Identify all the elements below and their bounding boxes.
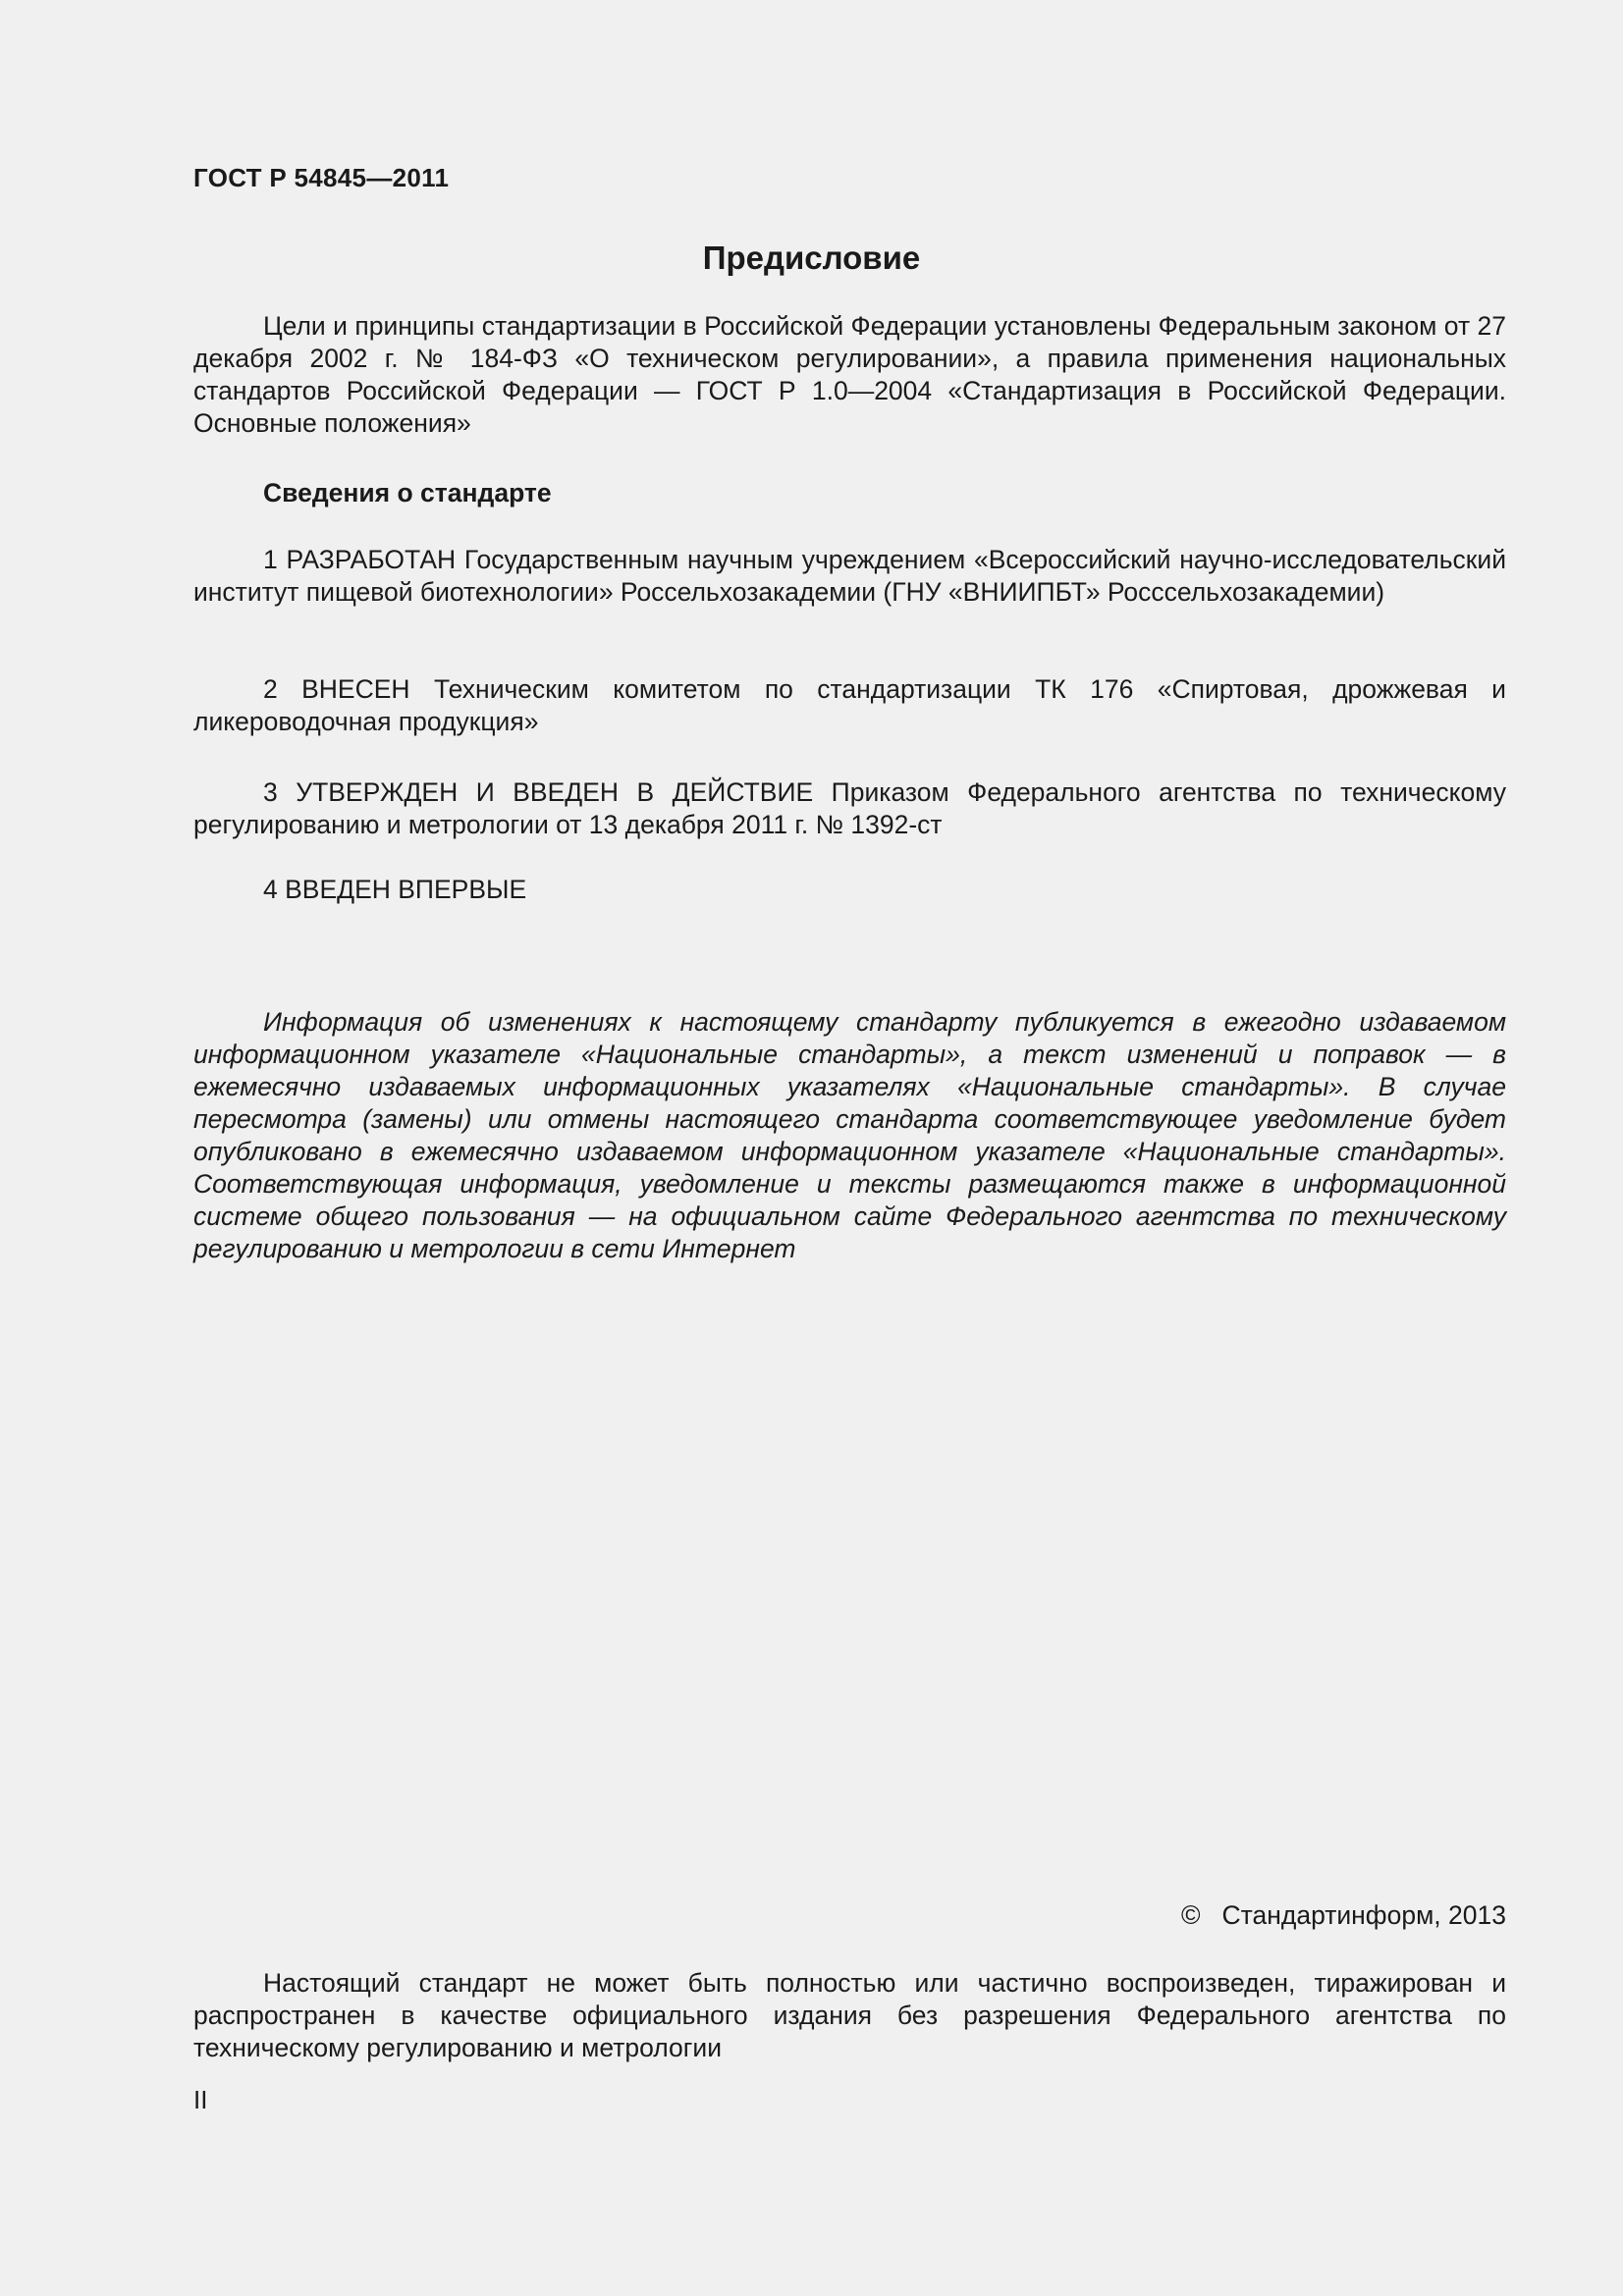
standard-info-item-1: 1 РАЗРАБОТАН Государственным научным учреждением «Всероссийский научно-исследовательский институт пищевой биотехнологии» Россельхозакадемии (ГНУ «ВНИИПБТ» Росссельхозакадемии) [193,545,1506,607]
copyright-line [1181,1900,1506,1931]
standard-info-item-3: 3 УТВЕРЖДЕН И ВВЕДЕН В ДЕЙСТВИЕ Приказом Федерального агентства по техническому регулированию и метрологии от 13 декабря 2011 г. № 1392-ст [193,777,1506,839]
standard-info-item-2: 2 ВНЕСЕН Техническим комитетом по стандартизации ТК 176 «Спиртовая, дрожжевая и ликероводочная продукция» [193,674,1506,736]
standard-info-item-4: 4 ВВЕДЕН ВПЕРВЫЕ [263,875,527,904]
document-code: ГОСТ Р 54845—2011 [193,163,450,192]
page-number: II [193,2085,208,2114]
changes-info-paragraph: Информация об изменениях к настоящему стандарту публикуется в ежегодно издаваемом информационном указателе «Национальные стандарты», а текст изменений и поправок — в ежемесячно издаваемых информационных указателях «Национальные стандарты». В случае пересмотра (замены) или отмены настоящего стандарта соответствующее уведомление будет опубликовано в ежемесячно издаваемом информационном указателе «Национальные стандарты». Соответствующая информация, уведомление и тексты размещаются также в информационной системе общего пользования — на официальном сайте Федерального агентства по техническому регулированию и метрологии в сети Интернет [193,1007,1506,1263]
page-title: Предисловие [702,240,921,276]
copyright-symbol: © [1181,1900,1201,1930]
reproduction-notice: Настоящий стандарт не может быть полностью или частично воспроизведен, тиражирован и распространен в качестве официального издания без разрешения Федерального агентства по техническому регулированию и метрологии [193,1968,1506,2062]
intro-paragraph: Цели и принципы стандартизации в Российской Федерации установлены Федеральным законом от 27 декабря 2002 г. № 184-ФЗ «О техническом регулировании», а правила применения национальных стандартов Российской Федерации — ГОСТ Р 1.0—2004 «Стандартизация в Российской Федерации. Основные положения» [193,311,1506,438]
copyright-text: Стандартинформ, 2013 [1221,1900,1506,1930]
section-subheading: Сведения о стандарте [263,478,552,507]
